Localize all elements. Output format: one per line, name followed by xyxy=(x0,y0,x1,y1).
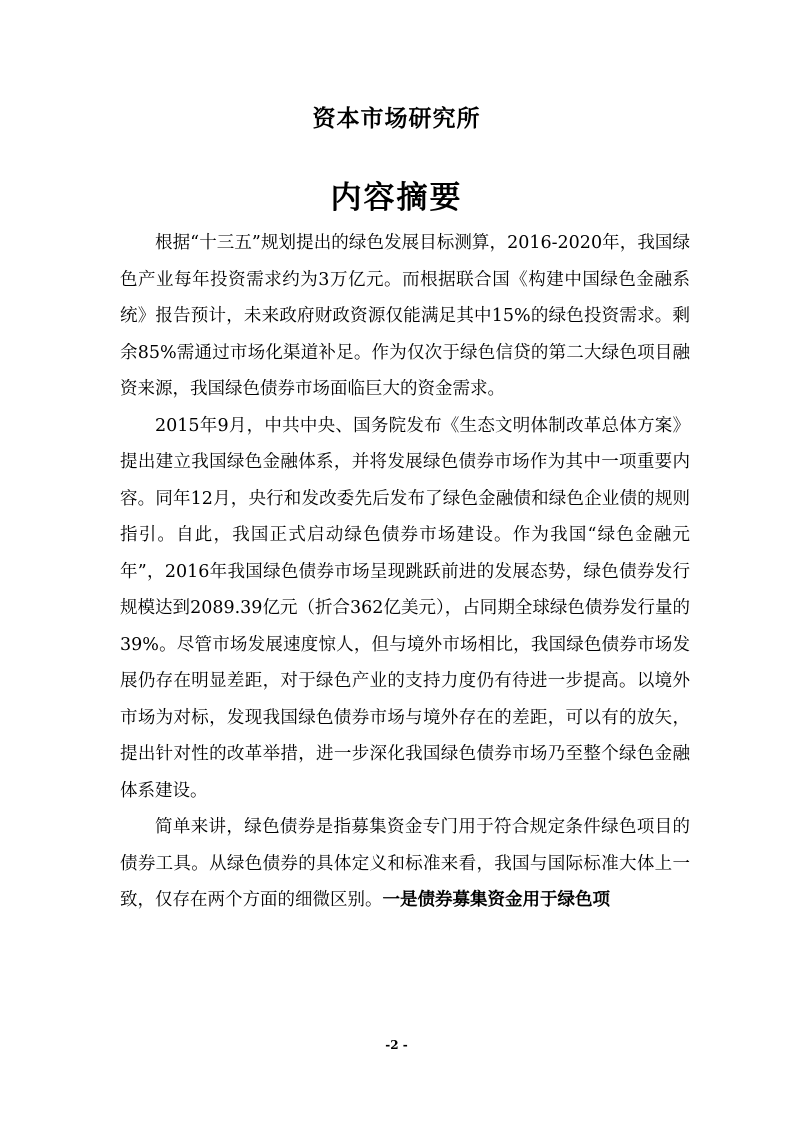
paragraph-3-text: 简单来讲，绿色债券是指募集资金专门用于符合规定条件绿色项目的债券工具。从绿色债券的具体定义和标准来看，我国与国际标准大体上一致，仅存在两个方面的细微区别。 xyxy=(120,817,690,910)
page-title: 内容摘要 xyxy=(330,180,463,216)
paragraph-3 xyxy=(120,809,690,919)
paragraph-3-emphasis: 一是债券募集资金用于绿色项 xyxy=(382,890,610,910)
department-header: 资本市场研究所 xyxy=(312,105,481,132)
page-number: -2 - xyxy=(385,1038,408,1052)
abstract-body xyxy=(120,225,690,919)
paragraph-2: 2015年9月，中共中央、国务院发布《生态文明体制改革总体方案》提出建立我国绿色金融体系，并将发展绿色债券市场作为其中一项重要内容。同年12月，央行和发改委先后发布了绿色金融债和绿色企业债的规则指引。自此，我国正式启动绿色债券市场建设。作为我国“绿色金融元年”，2016年我国绿色债券市场呈现跳跃前进的发展态势，绿色债券发行规模达到2089.39亿元（折合362亿美元），占同期全球绿色债券发行量的39%。尽管市场发展速度惊人，但与境外市场相比，我国绿色债券市场发展仍存在明显差距，对于绿色产业的支持力度仍有待进一步提高。以境外市场为对标，发现我国绿色债券市场与境外存在的差距，可以有的放矢，提出针对性的改革举措，进一步深化我国绿色债券市场乃至整个绿色金融体系建设。 xyxy=(120,415,690,801)
paragraph-1: 根据“十三五”规划提出的绿色发展目标测算，2016-2020年，我国绿色产业每年投资需求约为3万亿元。而根据联合国《构建中国绿色金融系统》报告预计，未来政府财政资源仅能满足其中15%的绿色投资需求。剩余85%需通过市场化渠道补足。作为仅次于绿色信贷的第二大绿色项目融资来源，我国绿色债券市场面临巨大的资金需求。 xyxy=(120,233,690,399)
